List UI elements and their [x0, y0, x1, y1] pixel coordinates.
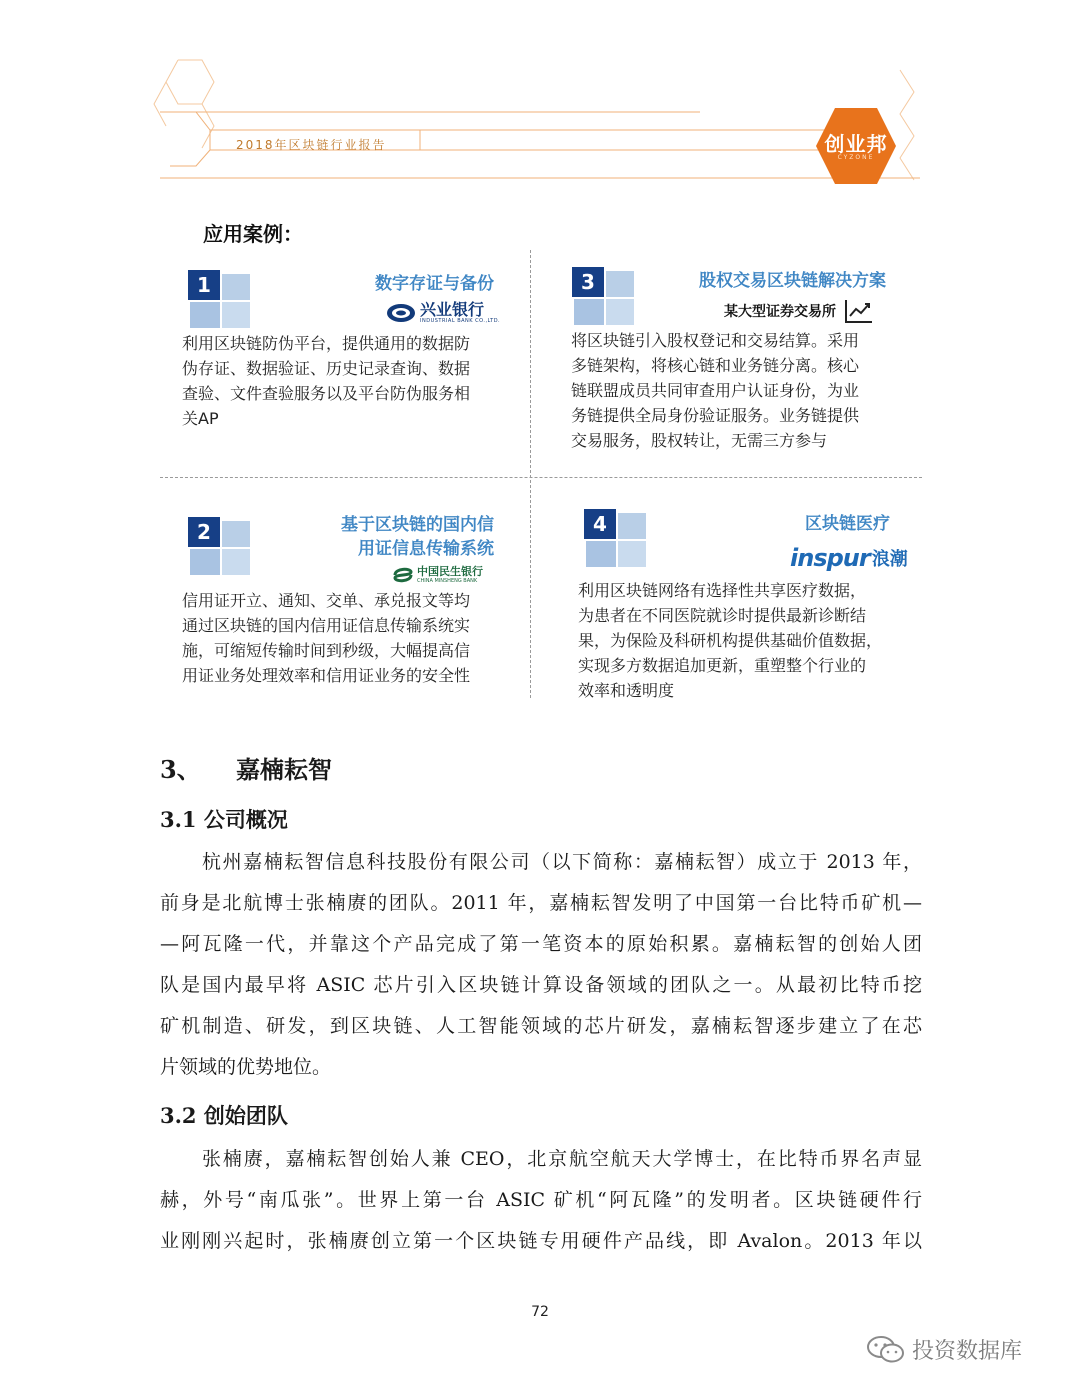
- case-number: 3: [572, 267, 604, 297]
- case-1-badge: [188, 270, 260, 330]
- horizontal-divider: [160, 477, 922, 478]
- case-number: 4: [584, 509, 616, 539]
- case-1-title: 数字存证与备份: [375, 274, 494, 294]
- section-title: [160, 750, 332, 785]
- section-number: 3、: [160, 755, 201, 784]
- overview-paragraph: 杭州嘉楠耘智信息科技股份有限公司（以下简称：嘉楠耘智）成立于 2013 年， 前身是北航博士张楠赓的团队。2011 年，嘉楠耘智发明了中国第一台比特币矿机— —阿瓦隆一代，并靠这个产品完成了第一笔资本的原始积累。嘉楠耘智的创始人团 队是国内最早将 ASIC 芯片引入区块链计算设备领域的团队之一。从最初比特币挖 矿机制造、研发，到区块链、人工智能领域的芯片研发，嘉楠耘智逐步建立了在芯 片领域的优势地位。: [160, 851, 922, 1078]
- case-2-title: 基于区块链的国内信 用证信息传输系统: [341, 515, 494, 559]
- watermark-text: 投资数据库: [912, 1339, 1023, 1364]
- cases-heading: 应用案例：: [203, 222, 303, 246]
- case-3-title: 股权交易区块链解决方案: [699, 271, 886, 291]
- case-2-description: 信用证开立、通知、交单、承兑报文等均 通过区块链的国内信用证信息传输系统实 施，可缩短传输时间到秒级，大幅提高信 用证业务处理效率和信用证业务的安全性: [182, 591, 471, 685]
- watermark: [866, 1334, 1022, 1365]
- header-decoration: [0, 0, 1080, 200]
- industrial-bank-icon: [386, 303, 416, 323]
- brand-subtitle: CYZONE: [837, 154, 875, 161]
- case-1-logo: 兴业银行 INDUSTRIAL BANK CO.,LTD.: [386, 302, 500, 324]
- subsection-overview-title: 3.1 公司概况: [160, 807, 288, 832]
- case-3-description: 将区块链引入股权登记和交易结算。采用 多链架构，将核心链和业务链分离。核心 链联盟成员共同审查用户认证身份，为业 务链提供全局身份验证服务。业务链提供 交易服务，股权转让，无需三方参与: [571, 331, 860, 450]
- case-3-badge: [572, 267, 644, 327]
- case-3-logo: 某大型证券交易所: [724, 298, 874, 324]
- case-2-badge: [188, 517, 260, 577]
- team-paragraph: 张楠赓，嘉楠耘智创始人兼 CEO，北京航空航天大学博士，在比特币界名声显 赫，外号“南瓜张”。世界上第一台 ASIC 矿机“阿瓦隆”的发明者。区块链硬件行 业刚刚兴起时，张楠赓创立第一个区块链专用硬件产品线，即 Avalon。2013 年以: [160, 1148, 922, 1252]
- subsection-team-title: 3.2 创始团队: [160, 1103, 288, 1128]
- section-name: 嘉楠耘智: [236, 755, 332, 784]
- case-number: 1: [188, 270, 220, 300]
- case-4-description: 利用区块链网络有选择性共享医疗数据， 为患者在不同医院就诊时提供最新诊断结 果，为保险及科研机构提供基础价值数据， 实现多方数据追加更新，重塑整个行业的 效率和透明度: [578, 581, 883, 700]
- inspur-logo-text: inspur: [790, 544, 870, 572]
- wechat-icon: [866, 1335, 906, 1365]
- inspur-logo-cn: 浪潮: [871, 549, 908, 570]
- vertical-divider: [530, 250, 531, 698]
- case-2-logo: 中国民生银行 CHINA MINSHENG BANK: [392, 566, 483, 584]
- brand-name: 创业邦: [824, 132, 888, 156]
- case-4-badge: [584, 509, 656, 569]
- report-title: 2018年区块链行业报告: [236, 138, 387, 152]
- case-1-description: 利用区块链防伪平台，提供通用的数据防 伪存证、数据验证、历史记录查询、数据 查验、文件查验服务以及平台防伪服务相 关AP: [182, 334, 471, 428]
- case-number: 2: [188, 517, 220, 547]
- minsheng-bank-icon: [392, 566, 414, 584]
- stock-chart-icon: [844, 298, 874, 324]
- case-4-logo: [790, 544, 908, 572]
- page-number: 72: [531, 1304, 549, 1320]
- case-4-title: 区块链医疗: [805, 514, 890, 534]
